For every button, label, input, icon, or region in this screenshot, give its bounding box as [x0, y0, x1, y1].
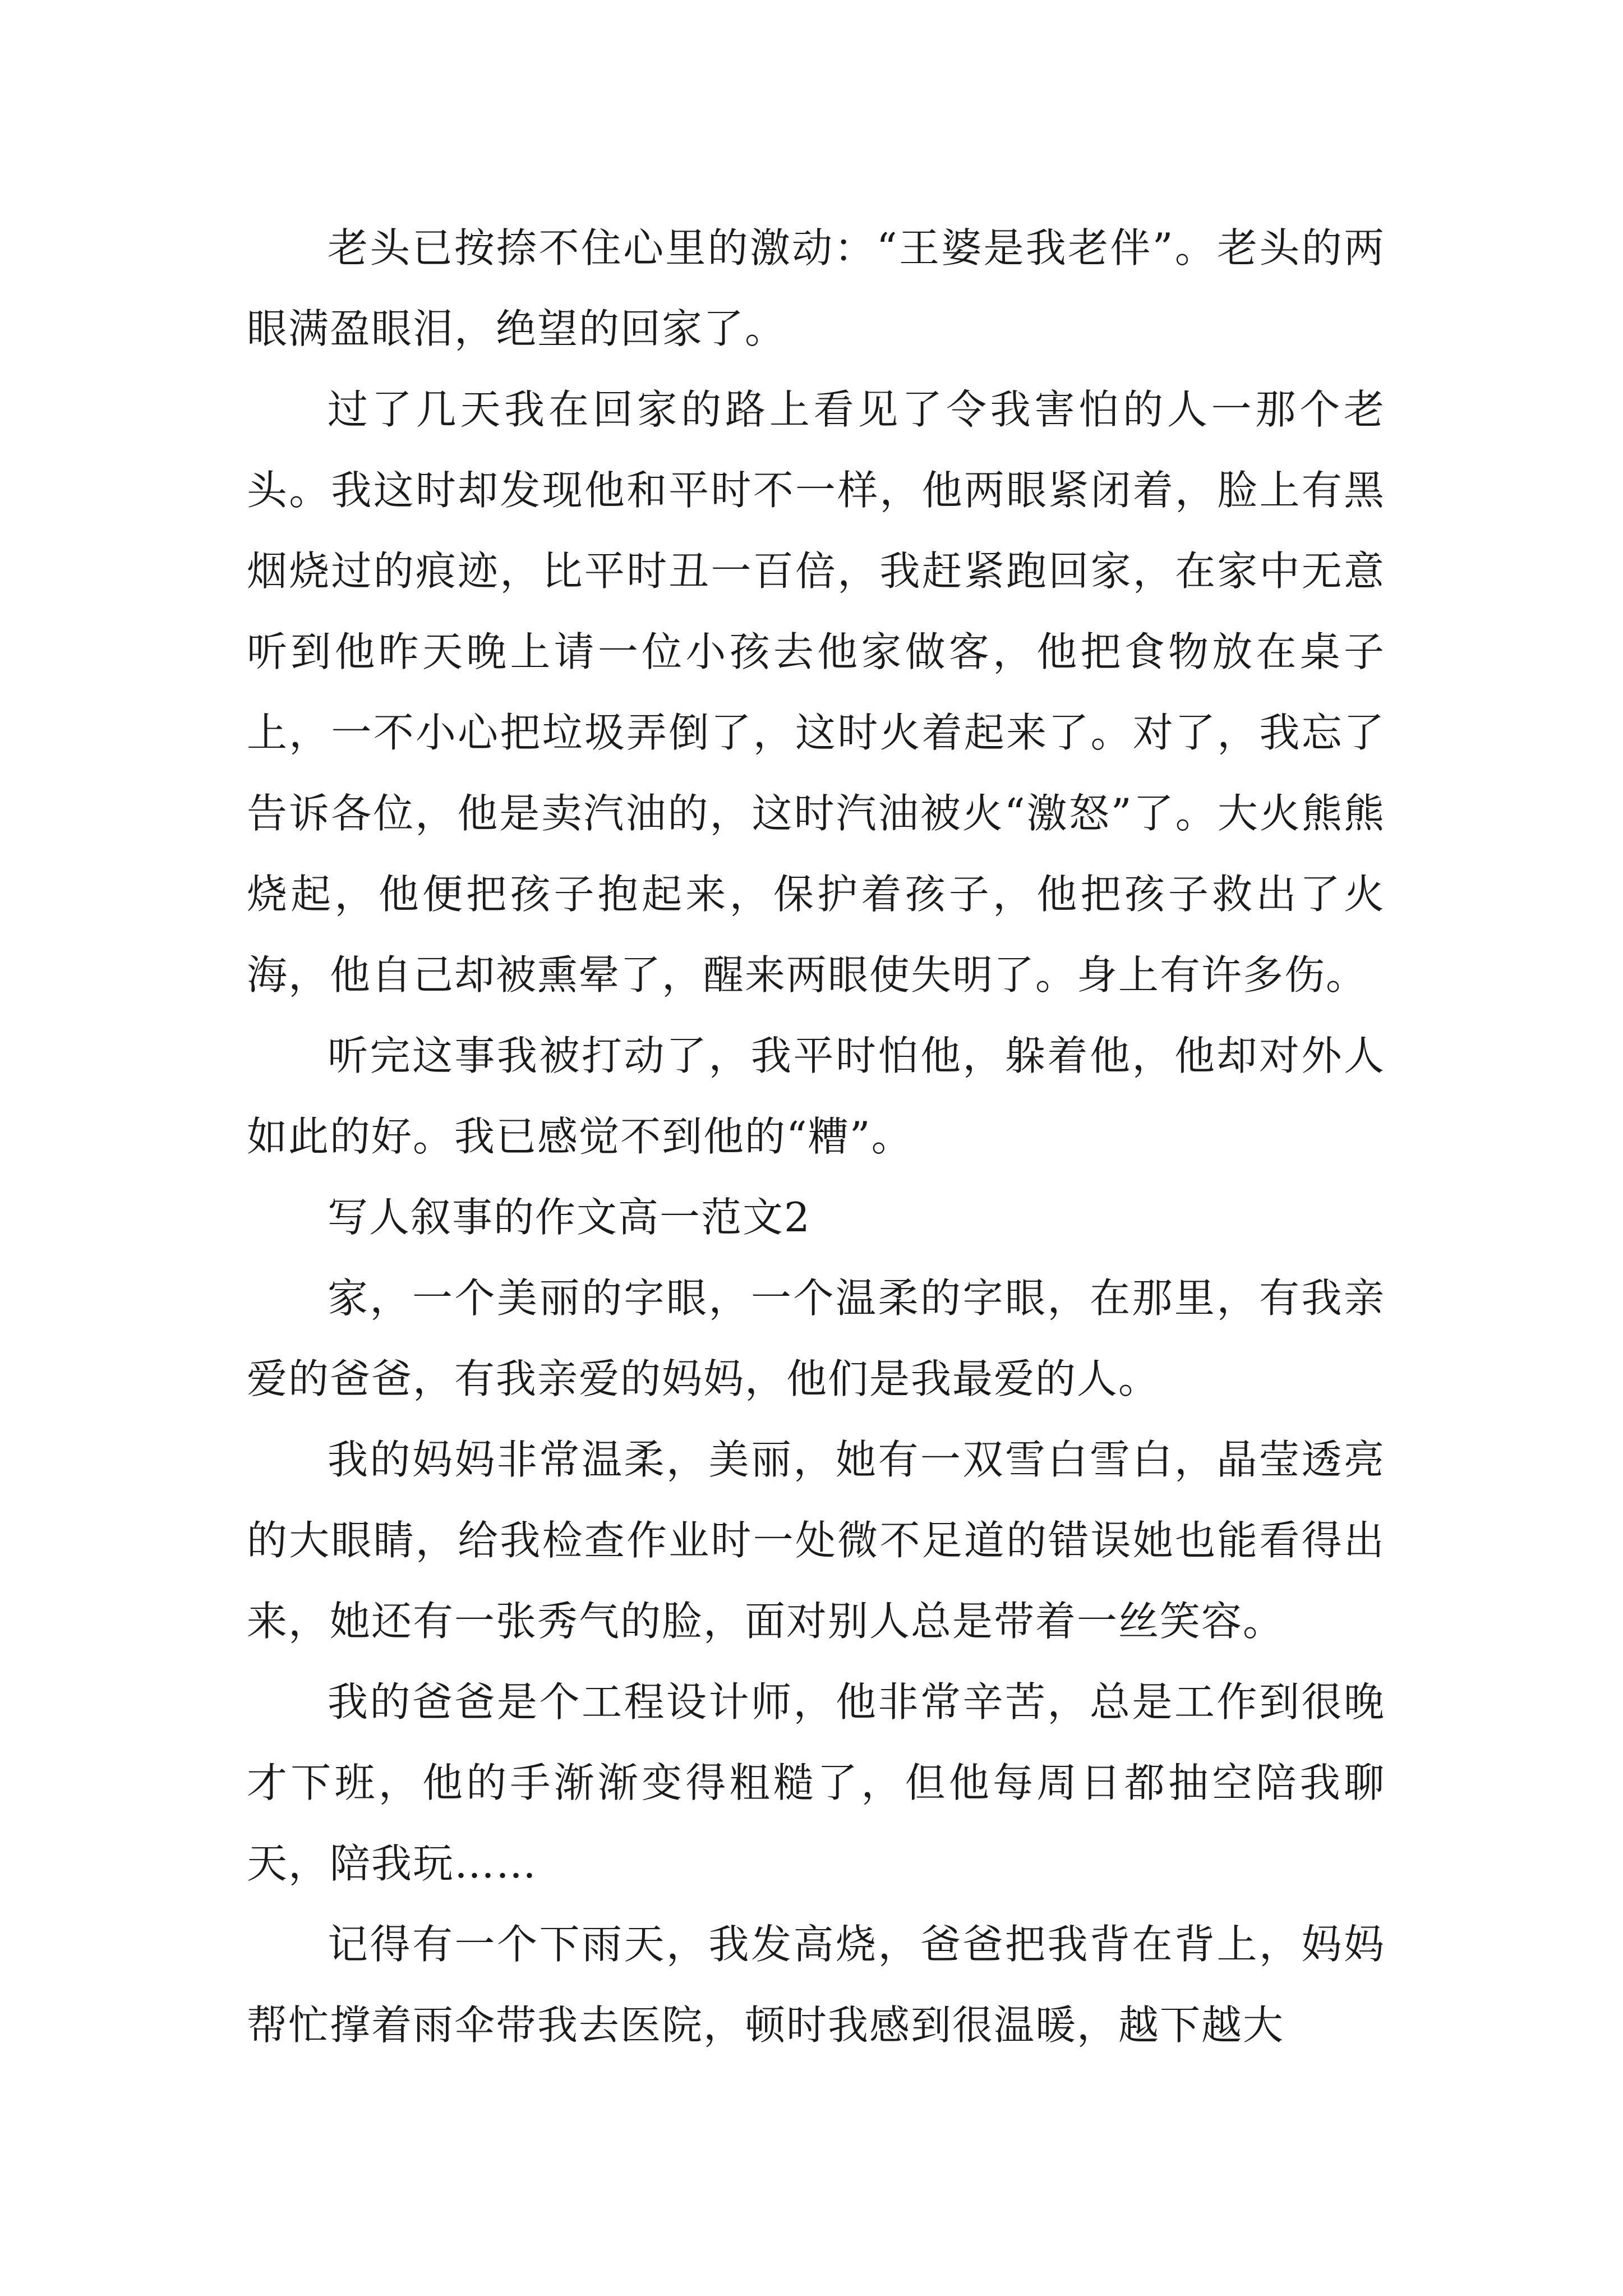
paragraph: 我的妈妈非常温柔，美丽，她有一双雪白雪白，晶莹透亮的大眼睛，给我检查作业时一处微不足道的错误她也能看得出来，她还有一张秀气的脸，面对别人总是带着一丝笑容。	[247, 1436, 1385, 1645]
paragraph: 记得有一个下雨天，我发高烧，爸爸把我背在背上，妈妈帮忙撑着雨伞带我去医院，顿时我感到很温暖，越下越大	[247, 1921, 1385, 2049]
paragraph: 听完这事我被打动了，我平时怕他，躲着他，他却对外人如此的好。我已感觉不到他的“糟”。	[247, 1032, 1385, 1160]
paragraph: 过了几天我在回家的路上看见了令我害怕的人一那个老头。我这时却发现他和平时不一样，他两眼紧闭着，脸上有黑烟烧过的痕迹，比平时丑一百倍，我赶紧跑回家，在家中无意听到他昨天晚上请一位小孩去他家做客，他把食物放在桌子上，一不小心把垃圾弄倒了，这时火着起来了。对了，我忘了告诉各位，他是卖汽油的，这时汽油被火“激怒”了。大火熊熊烧起，他便把孩子抱起来，保护着孩子，他把孩子救出了火海，他自己却被熏晕了，醒来两眼使失明了。身上有许多伤。	[247, 386, 1385, 999]
paragraph: 我的爸爸是个工程设计师，他非常辛苦，总是工作到很晚才下班，他的手渐渐变得粗糙了，但他每周日都抽空陪我聊天，陪我玩……	[247, 1678, 1385, 1887]
section-heading: 写人叙事的作文高一范文2	[328, 1194, 811, 1241]
paragraph: 老头已按捺不住心里的激动：“王婆是我老伴”。老头的两眼满盈眼泪，绝望的回家了。	[247, 224, 1385, 352]
document-body	[247, 208, 1385, 2065]
paragraph: 家，一个美丽的字眼，一个温柔的字眼，在那里，有我亲爱的爸爸，有我亲爱的妈妈，他们是我最爱的人。	[247, 1274, 1385, 1402]
